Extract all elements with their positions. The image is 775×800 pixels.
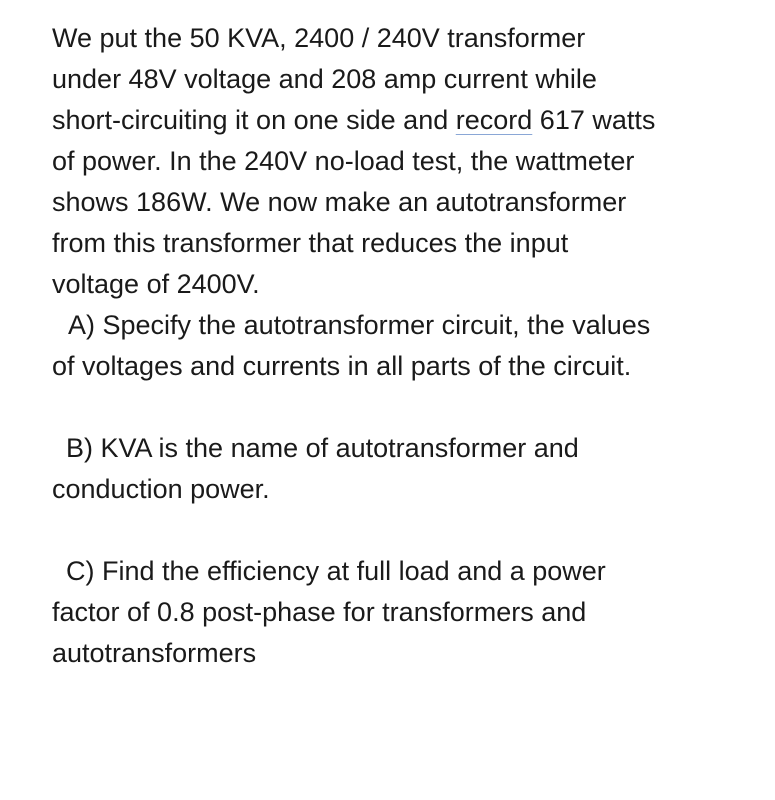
part-a-line-1: A) Specify the autotransformer circuit, the values: [68, 310, 651, 340]
part-c-line-1: C) Find the efficiency at full load and a power: [66, 556, 606, 586]
problem-text: [52, 18, 752, 674]
intro-line-5: shows 186W. We now make an autotransformer: [52, 187, 627, 217]
spacer: [52, 387, 752, 428]
part-b-line-1: B) KVA is the name of autotransformer and: [66, 433, 579, 463]
spacer: [52, 510, 752, 551]
underlined-word-record: record: [455, 105, 533, 135]
intro-line-3-end: 617 watts: [539, 105, 656, 135]
intro-line-1: We put the 50 KVA, 2400 / 240V transformer: [52, 23, 586, 53]
part-a-line-2: of voltages and currents in all parts of the circuit.: [52, 351, 632, 381]
part-c-line-3: autotransformers: [52, 638, 257, 668]
part-b-line-2: conduction power.: [52, 474, 270, 504]
intro-line-7: voltage of 2400V.: [52, 269, 260, 299]
intro-line-2: under 48V voltage and 208 amp current while: [52, 64, 597, 94]
intro-line-3-text: short-circuiting it on one side and: [52, 105, 449, 135]
part-c-line-2: factor of 0.8 post-phase for transformers and: [52, 597, 587, 627]
intro-line-6: from this transformer that reduces the input: [52, 228, 569, 258]
intro-line-3: [52, 100, 752, 141]
intro-line-4: of power. In the 240V no-load test, the wattmeter: [52, 146, 635, 176]
